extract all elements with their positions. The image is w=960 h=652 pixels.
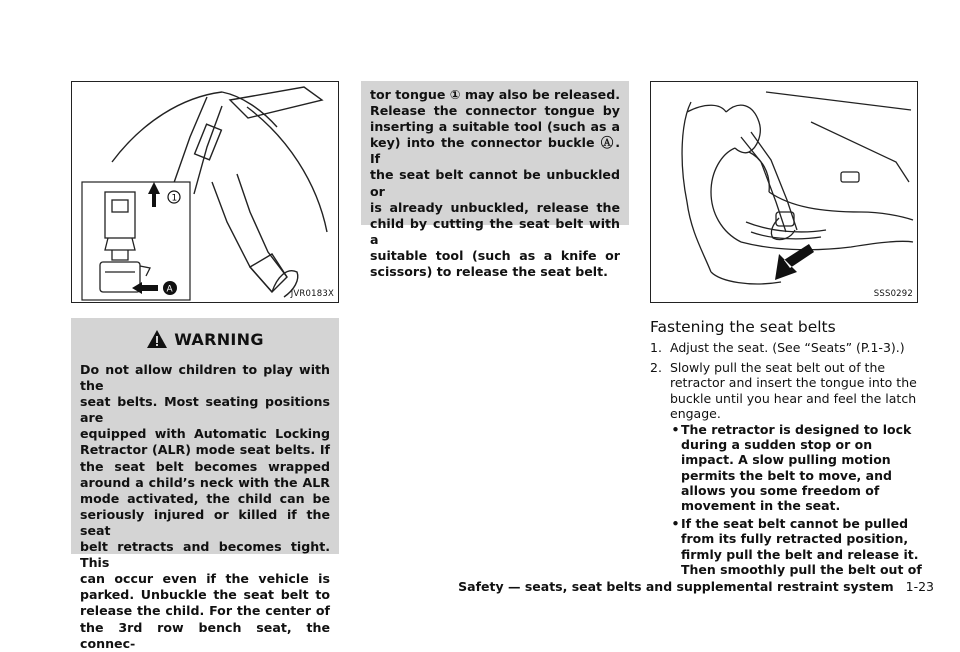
- bullet-text: If the seat belt cannot be pulled from its fully retracted position, firmly pull the belt and release it. Then smoothly pull the belt out of: [681, 516, 922, 577]
- warning-line: key) into the connector buckle Ⓐ. If: [370, 135, 620, 167]
- step-content: [670, 360, 925, 580]
- warning-line: Retractor (ALR) mode seat belts. If: [80, 442, 330, 458]
- bullet-item: [670, 516, 925, 577]
- warning-line: parked. Unbuckle the seat belt to: [80, 587, 330, 603]
- warning-line: belt retracts and becomes tight. This: [80, 539, 330, 571]
- person-buckling-illustration: [651, 82, 917, 302]
- warning-box: [71, 318, 339, 651]
- page-footer: [458, 579, 934, 594]
- warning-line: mode activated, the child can be: [80, 490, 330, 506]
- list-item: [650, 340, 925, 355]
- warning-line: Release the connector tongue by: [370, 103, 620, 119]
- bullet-text: The retractor is designed to lock during a sudden stop or on impact. A slow pulling motion permits the belt to move, and allows you some freedom of movement in the seat.: [681, 422, 912, 514]
- bullet-list: [670, 422, 925, 577]
- step-number: 2.: [650, 360, 662, 376]
- warning-continued-box: [361, 81, 629, 280]
- figure-fastening-seat-belt: [650, 81, 918, 303]
- warning-line: inserting a suitable tool (such as a: [370, 119, 620, 135]
- warning-line: release the child. For the center of: [80, 603, 330, 619]
- warning-line: tor tongue ① may also be released.: [370, 87, 620, 102]
- bullet-dot-icon: •: [671, 422, 680, 438]
- figure-seat-belt-buckle: [71, 81, 339, 303]
- warning-line: the seat belt cannot be unbuckled or: [370, 167, 620, 199]
- figure-code: SSS0292: [873, 289, 913, 299]
- warning-triangle-icon: [146, 329, 168, 349]
- steps-list: [650, 340, 925, 585]
- warning-header: [80, 326, 330, 352]
- warning-continued-text: [370, 87, 620, 280]
- warning-line: is already unbuckled, release the: [370, 199, 620, 215]
- footer-section: Safety — seats, seat belts and supplemental restraint system: [458, 579, 894, 594]
- list-item: [650, 360, 925, 580]
- step-text: Adjust the seat. (See “Seats” (P.1-3).): [670, 340, 905, 355]
- warning-line: can occur even if the vehicle is: [80, 571, 330, 587]
- step-number: 1.: [650, 340, 662, 355]
- warning-line: child by cutting the seat belt with a: [370, 215, 620, 247]
- bullet-dot-icon: •: [671, 516, 680, 532]
- svg-text:A: A: [166, 284, 173, 295]
- warning-line: seat belts. Most seating positions are: [80, 394, 330, 426]
- warning-line: equipped with Automatic Locking: [80, 426, 330, 442]
- step-text: Slowly pull the seat belt out of the retractor and insert the tongue into the buckle until you hear and feel the latch engage.: [670, 360, 917, 421]
- bullet-item: [670, 422, 925, 513]
- buckle-illustration: [72, 82, 338, 302]
- warning-line: scissors) to release the seat belt.: [370, 264, 608, 280]
- svg-text:1: 1: [171, 193, 178, 204]
- section-title: Fastening the seat belts: [650, 318, 836, 336]
- warning-line: the 3rd row bench seat, the connec-: [80, 619, 330, 651]
- warning-text: [80, 362, 330, 652]
- warning-line: seriously injured or killed if the seat: [80, 506, 330, 538]
- warning-line: suitable tool (such as a knife or: [370, 247, 620, 263]
- warning-title: WARNING: [174, 329, 264, 349]
- page-number: 1-23: [905, 579, 934, 594]
- warning-line: the seat belt becomes wrapped: [80, 458, 330, 474]
- warning-line: Do not allow children to play with the: [80, 362, 330, 394]
- figure-code: JVR0183X: [290, 289, 334, 299]
- warning-line: around a child’s neck with the ALR: [80, 474, 330, 490]
